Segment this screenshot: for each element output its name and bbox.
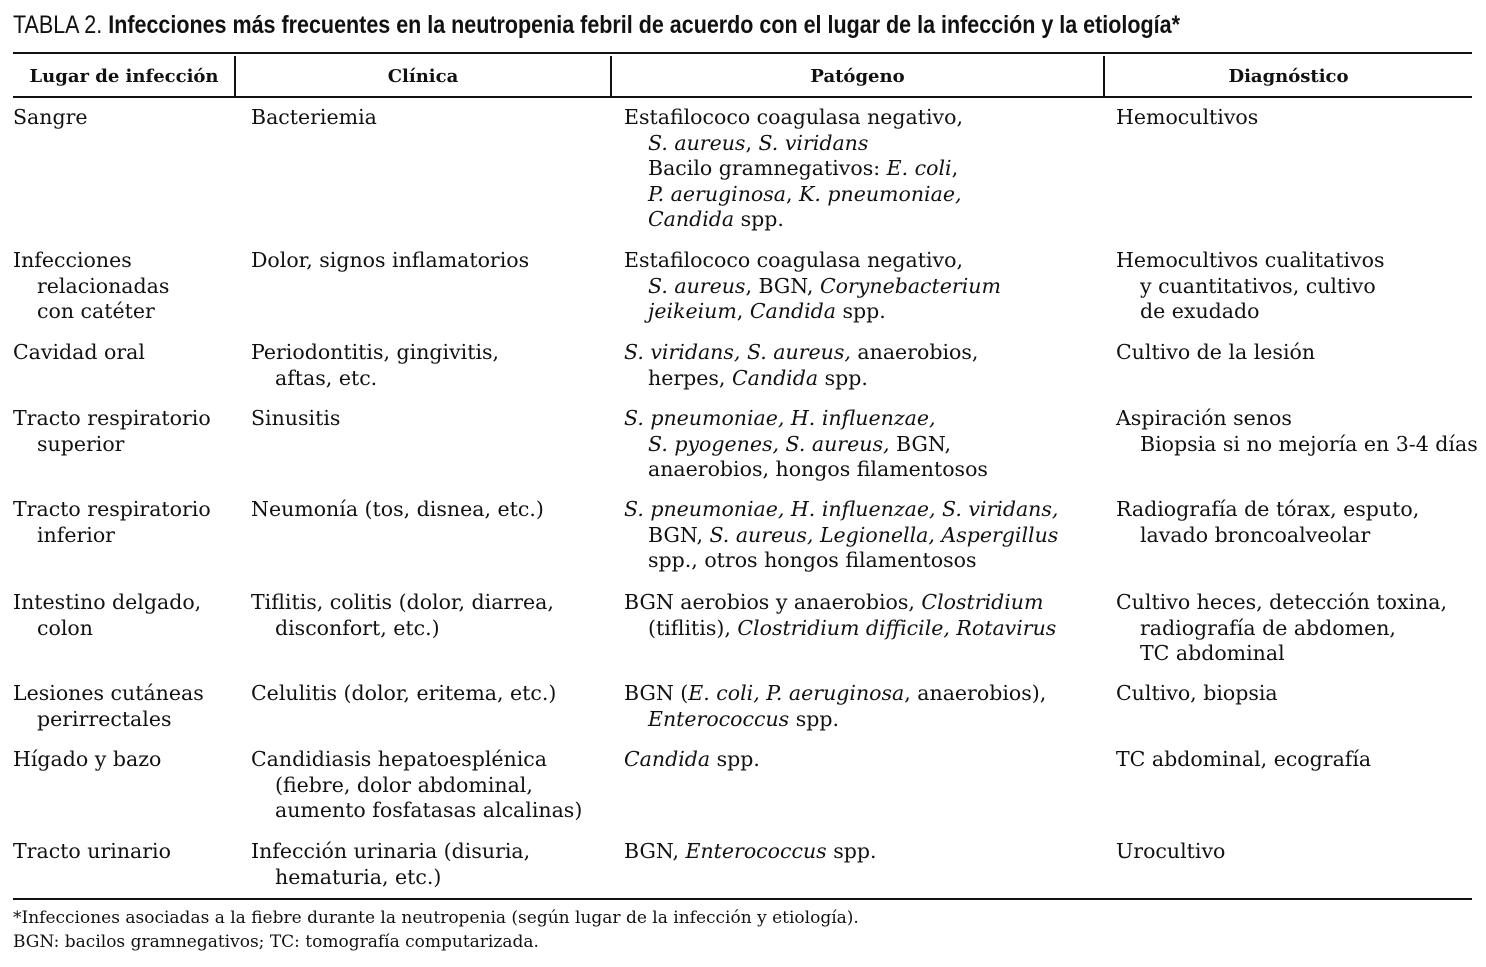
text-segment: , BGN, bbox=[745, 273, 820, 298]
text-segment: Candida bbox=[731, 365, 819, 390]
cell-line: de exudado bbox=[1140, 299, 1260, 323]
text-segment: spp. bbox=[734, 207, 784, 231]
cell-diagnostico bbox=[1116, 105, 1258, 131]
cell-line bbox=[624, 616, 1056, 642]
cell-lugar bbox=[13, 406, 211, 457]
cell-line: Candidiasis hepatoesplénica bbox=[251, 747, 547, 771]
cell-diagnostico bbox=[1116, 406, 1478, 457]
cell-lugar bbox=[13, 681, 204, 732]
cell-diagnostico bbox=[1116, 497, 1419, 548]
cell-line bbox=[624, 182, 963, 208]
cell-line: (fiebre, dolor abdominal, bbox=[275, 772, 533, 797]
table-title bbox=[13, 11, 1180, 40]
cell-diagnostico bbox=[1116, 340, 1315, 366]
cell-line: Celulitis (dolor, eritema, etc.) bbox=[251, 681, 557, 705]
cell-line: Biopsia si no mejoría en 3-4 días bbox=[1140, 431, 1478, 456]
cell-line bbox=[624, 590, 1056, 616]
header-diagnostico: Diagnóstico bbox=[1228, 65, 1349, 87]
text-segment: herpes, bbox=[648, 365, 732, 390]
text-segment: (tiflitis), bbox=[648, 615, 738, 640]
cell-line: perirrectales bbox=[37, 706, 172, 731]
cell-patogeno bbox=[624, 105, 963, 233]
text-segment: Clostridium bbox=[921, 590, 1044, 614]
cell-line: Bacteriemia bbox=[251, 105, 377, 129]
text-segment: spp., otros hongos filamentosos bbox=[648, 548, 977, 572]
cell-clinica bbox=[251, 839, 530, 890]
cell-lugar bbox=[13, 839, 171, 865]
cell-clinica bbox=[251, 497, 544, 523]
cell-patogeno bbox=[624, 406, 988, 483]
cell-line: Tiflitis, colitis (dolor, diarrea, bbox=[251, 590, 554, 614]
cell-line bbox=[624, 207, 963, 233]
text-segment: S. pneumoniae, H. influenzae, S. viridans, bbox=[624, 497, 1059, 521]
cell-line bbox=[624, 747, 760, 773]
cell-line: Neumonía (tos, disnea, etc.) bbox=[251, 497, 544, 521]
cell-line bbox=[624, 248, 1001, 274]
text-segment: Estafilococo coagulasa negativo, bbox=[624, 105, 964, 129]
cell-line: con catéter bbox=[37, 299, 155, 323]
cell-patogeno bbox=[624, 590, 1056, 641]
cell-line bbox=[624, 105, 963, 131]
cell-diagnostico bbox=[1116, 248, 1385, 325]
cell-clinica bbox=[251, 406, 340, 432]
cell-clinica bbox=[251, 105, 377, 131]
cell-clinica bbox=[251, 340, 499, 391]
text-segment: jeikeium bbox=[648, 299, 737, 323]
cell-line: aftas, etc. bbox=[275, 365, 378, 390]
cell-line bbox=[624, 497, 1058, 523]
cell-line: lavado broncoalveolar bbox=[1140, 522, 1371, 547]
cell-line: Dolor, signos inflamatorios bbox=[251, 248, 530, 272]
text-segment: Enterococcus bbox=[648, 706, 790, 731]
text-segment: Candida bbox=[624, 747, 711, 771]
text-segment: , bbox=[736, 299, 750, 323]
footnote: BGN: bacilos gramnegativos; TC: tomografía computarizada. bbox=[13, 932, 539, 952]
cell-line: hematuria, etc.) bbox=[275, 864, 442, 889]
cell-line: Periodontitis, gingivitis, bbox=[251, 340, 500, 364]
text-segment: Estafilococo coagulasa negativo, bbox=[624, 248, 964, 272]
cell-line: Sinusitis bbox=[251, 406, 341, 430]
cell-line: Urocultivo bbox=[1116, 839, 1226, 863]
cell-line: TC abdominal bbox=[1140, 641, 1285, 665]
text-segment: BGN ( bbox=[624, 681, 689, 705]
cell-line bbox=[624, 131, 963, 157]
text-segment: S. aureus bbox=[648, 130, 746, 155]
text-segment: Candida bbox=[749, 299, 836, 323]
cell-lugar bbox=[13, 497, 211, 548]
cell-line: Tracto urinario bbox=[13, 839, 171, 863]
cell-line: Tracto respiratorio bbox=[13, 497, 211, 521]
header-lugar: Lugar de infección bbox=[29, 65, 219, 87]
text-segment: spp. bbox=[789, 706, 840, 731]
cell-line: inferior bbox=[37, 522, 115, 547]
cell-lugar bbox=[13, 248, 169, 325]
cell-line bbox=[624, 548, 1058, 574]
cell-clinica bbox=[251, 747, 582, 824]
cell-line: Hígado y bazo bbox=[13, 747, 162, 771]
cell-line: TC abdominal, ecografía bbox=[1116, 747, 1372, 771]
cell-line: Infección urinaria (disuria, bbox=[251, 839, 531, 863]
text-segment: S. aureus, Legionella, Aspergillus bbox=[709, 522, 1059, 547]
text-segment: , anaerobios), bbox=[904, 681, 1047, 705]
cell-diagnostico bbox=[1116, 590, 1447, 667]
text-segment: Candida bbox=[648, 207, 735, 231]
cell-line: Cavidad oral bbox=[13, 340, 145, 364]
top-rule bbox=[13, 52, 1472, 54]
cell-line bbox=[624, 406, 988, 432]
cell-line bbox=[624, 707, 1046, 733]
cell-line: Lesiones cutáneas bbox=[13, 681, 204, 705]
cell-line bbox=[624, 523, 1058, 549]
text-segment: spp. bbox=[826, 839, 877, 863]
text-segment: BGN, bbox=[648, 522, 710, 547]
text-segment: BGN, bbox=[624, 839, 686, 863]
text-segment: spp. bbox=[818, 365, 868, 390]
cell-diagnostico bbox=[1116, 839, 1225, 865]
table-title-text: Infecciones más frecuentes en la neutropenia febril de acuerdo con el lugar de la infección y la etiología* bbox=[108, 11, 1180, 39]
cell-line: y cuantitativos, cultivo bbox=[1140, 273, 1376, 298]
cell-line bbox=[624, 274, 1001, 300]
header-rule bbox=[13, 96, 1472, 98]
cell-line bbox=[624, 366, 978, 392]
text-segment: S. pyogenes, S. aureus, bbox=[648, 431, 890, 456]
header-clinica: Clínica bbox=[387, 65, 459, 87]
table-label: TABLA 2. bbox=[13, 11, 103, 39]
header-patogeno: Patógeno bbox=[810, 65, 905, 87]
bottom-rule bbox=[13, 898, 1472, 900]
cell-diagnostico bbox=[1116, 747, 1371, 773]
text-segment: E. coli, P. aeruginosa bbox=[688, 681, 905, 705]
cell-line: radiografía de abdomen, bbox=[1140, 615, 1396, 640]
cell-line: Hemocultivos cualitativos bbox=[1116, 248, 1385, 272]
cell-line bbox=[624, 432, 988, 458]
text-segment: S. pneumoniae, H. influenzae, bbox=[624, 406, 936, 430]
cell-lugar bbox=[13, 590, 201, 641]
cell-diagnostico bbox=[1116, 681, 1278, 707]
cell-line bbox=[624, 340, 978, 366]
cell-clinica bbox=[251, 681, 556, 707]
cell-line: Sangre bbox=[13, 105, 88, 129]
text-segment: anaerobios, bbox=[850, 340, 979, 364]
cell-lugar bbox=[13, 105, 88, 131]
text-segment: spp. bbox=[835, 299, 886, 323]
text-segment: Clostridium difficile, Rotavirus bbox=[737, 615, 1057, 640]
cell-patogeno bbox=[624, 497, 1058, 574]
text-segment: , bbox=[786, 181, 800, 206]
text-segment: P. aeruginosa bbox=[648, 181, 786, 206]
cell-clinica bbox=[251, 590, 554, 641]
cell-line: Hemocultivos bbox=[1116, 105, 1259, 129]
cell-line: Tracto respiratorio bbox=[13, 406, 211, 430]
text-segment: Bacilo gramnegativos: bbox=[648, 156, 887, 180]
text-segment: S. viridans, S. aureus, bbox=[624, 340, 851, 364]
cell-line: Cultivo de la lesión bbox=[1116, 340, 1316, 364]
cell-line: superior bbox=[37, 431, 125, 456]
cell-line: Intestino delgado, bbox=[13, 590, 202, 614]
cell-patogeno bbox=[624, 340, 978, 391]
cell-line: Cultivo heces, detección toxina, bbox=[1116, 590, 1448, 614]
text-segment: , bbox=[951, 156, 959, 180]
text-segment: K. pneumoniae, bbox=[799, 181, 962, 206]
cell-line: Cultivo, biopsia bbox=[1116, 681, 1278, 705]
cell-line: relacionadas bbox=[37, 273, 170, 298]
cell-line: Infecciones bbox=[13, 248, 132, 272]
cell-patogeno bbox=[624, 681, 1046, 732]
cell-line bbox=[624, 839, 877, 865]
text-segment: Enterococcus bbox=[685, 839, 827, 863]
cell-line bbox=[624, 156, 963, 182]
text-segment: S. viridans bbox=[758, 130, 869, 155]
cell-line: Radiografía de tórax, esputo, bbox=[1116, 497, 1420, 521]
cell-clinica bbox=[251, 248, 529, 274]
cell-line: aumento fosfatasas alcalinas) bbox=[275, 798, 583, 822]
text-segment: BGN, bbox=[889, 431, 951, 456]
cell-line bbox=[624, 299, 1001, 325]
cell-lugar bbox=[13, 340, 145, 366]
cell-line bbox=[624, 457, 988, 483]
text-segment: anaerobios, hongos filamentosos bbox=[648, 457, 988, 481]
text-segment: spp. bbox=[710, 747, 760, 771]
text-segment: BGN aerobios y anaerobios, bbox=[624, 590, 922, 614]
cell-patogeno bbox=[624, 747, 760, 773]
cell-patogeno bbox=[624, 839, 877, 865]
text-segment: S. aureus bbox=[648, 273, 746, 298]
cell-line bbox=[624, 681, 1046, 707]
text-segment: Corynebacterium bbox=[819, 273, 1001, 298]
cell-patogeno bbox=[624, 248, 1001, 325]
cell-line: Aspiración senos bbox=[1116, 406, 1292, 430]
cell-line: disconfort, etc.) bbox=[275, 615, 440, 640]
text-segment: , bbox=[745, 130, 759, 155]
cell-lugar bbox=[13, 747, 161, 773]
cell-line: colon bbox=[37, 615, 93, 640]
text-segment: E. coli bbox=[886, 156, 952, 180]
footnote: *Infecciones asociadas a la fiebre durante la neutropenia (según lugar de la infección y etiología). bbox=[13, 908, 859, 928]
